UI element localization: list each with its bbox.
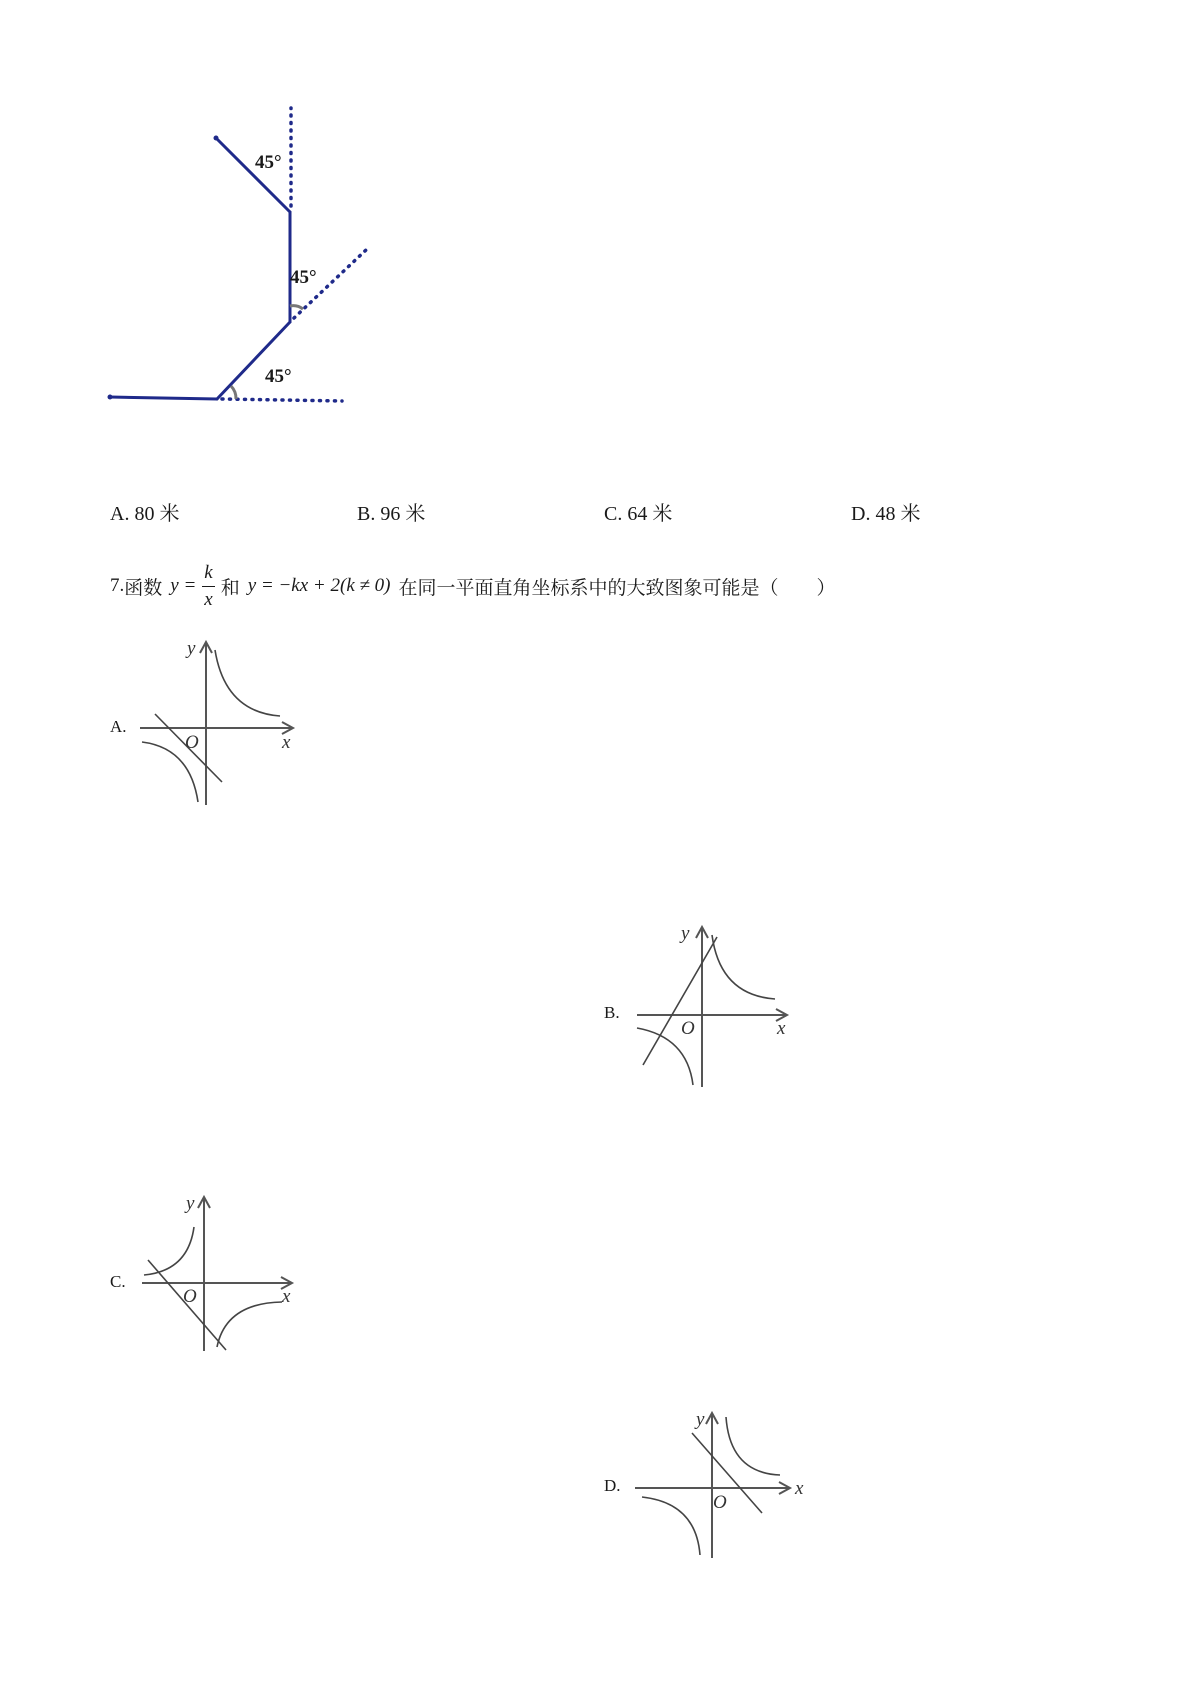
graph-c-hyperbola-q4 [217,1302,282,1347]
graph-a-origin-label: O [185,732,199,753]
path-endpoint [214,136,219,141]
graph-a-option-label: A. [110,717,127,736]
graph-a [130,630,300,810]
graph-d-option-label: D. [604,1476,621,1495]
q7-fraction-denominator: x [204,588,213,610]
q6-option-b: B. 96 米 [357,503,426,525]
q7-func1-lhs: y = [170,575,197,596]
q7-stem [110,556,836,616]
q6-option-c: C. 64 米 [604,503,673,525]
graph-b-origin-label: O [681,1018,695,1039]
graph-c-x-label: x [282,1286,291,1307]
path-segment-4 [216,138,290,212]
graph-a-x-label: x [282,732,291,753]
graph-c-y-label: y [186,1193,195,1214]
graph-b-line [643,937,717,1065]
graph-d-line [692,1433,762,1513]
graph-d-origin-label: O [713,1492,727,1513]
q7-conj: 和 [220,577,240,599]
q7-tail: 在同一平面直角坐标系中的大致图象可能是（ ） [398,577,836,599]
graph-d-hyperbola-q3 [642,1497,700,1555]
graph-d-hyperbola-q1 [726,1417,780,1475]
graph-d-y-label: y [696,1409,705,1430]
angle-arc-bottom [231,386,236,399]
path-endpoint [108,395,113,400]
angle-label-top: 45° [255,152,282,173]
angle-label-middle: 45° [290,267,317,288]
path-segment-1 [110,397,217,399]
graph-b-option-label: B. [604,1003,620,1022]
q7-number: 7. [110,575,125,596]
graph-d [630,1405,815,1565]
q7-lead: 函数 [124,577,163,599]
graph-c-hyperbola-q2 [144,1227,194,1275]
graph-b [625,915,795,1095]
graph-c-option-label: C. [110,1272,126,1291]
q6-option-d: D. 48 米 [851,503,921,525]
angle-label-bottom: 45° [265,366,292,387]
graph-b-x-label: x [777,1018,786,1039]
angle-arc-middle [290,306,303,309]
graph-a-y-label: y [187,638,196,659]
graph-c [130,1185,300,1365]
q7-fraction-numerator: k [202,562,214,587]
path-segment-2 [217,322,290,399]
dotted-reference-bottom [222,399,342,401]
path-figure [0,0,400,420]
graph-b-hyperbola-q1 [712,935,775,999]
q6-option-a: A. 80 米 [110,503,180,525]
q7-fraction [202,562,214,611]
graph-d-x-label: x [795,1478,804,1499]
graph-c-origin-label: O [183,1286,197,1307]
graph-b-y-label: y [681,923,690,944]
graph-a-hyperbola-q1 [215,650,280,716]
q7-func2: y = −kx + 2(k ≠ 0) [247,575,391,596]
